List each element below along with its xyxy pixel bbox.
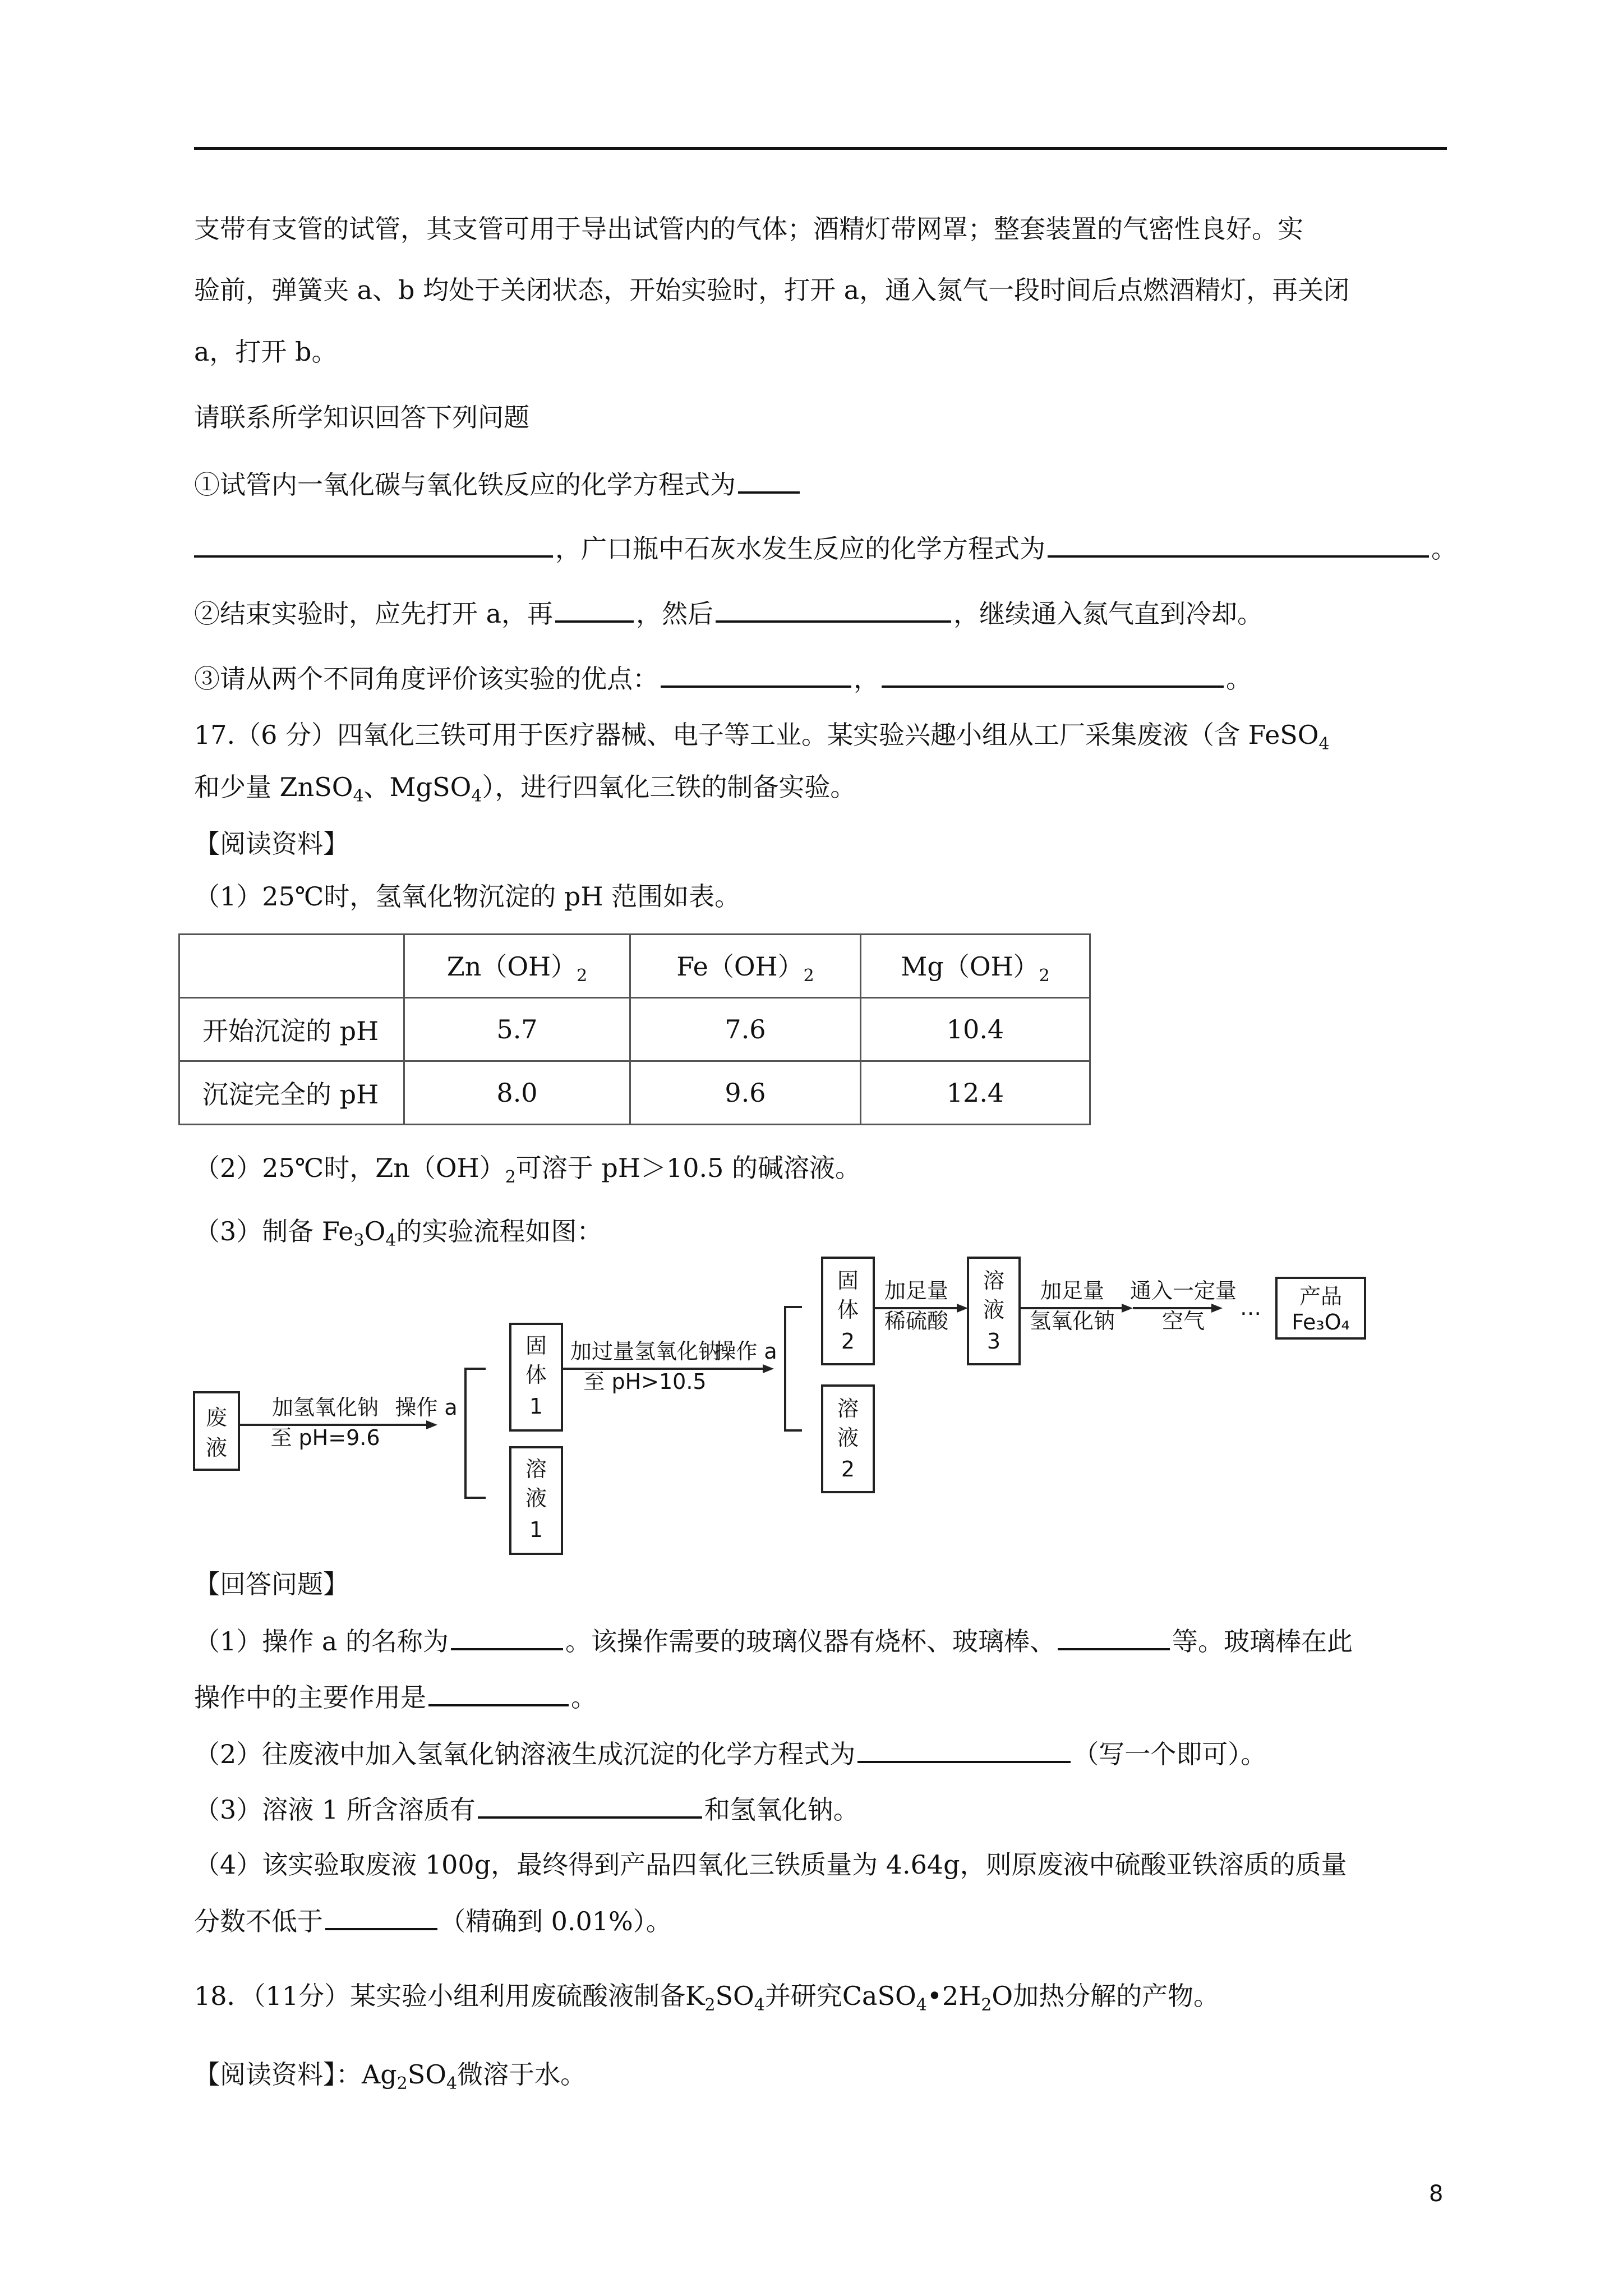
flow-label: 液 bbox=[837, 1425, 859, 1450]
question-line bbox=[194, 467, 802, 501]
flow-label: 液 bbox=[525, 1486, 547, 1511]
question-text: ，继续通入氮气直到冷却。 bbox=[953, 599, 1264, 629]
table-header-row bbox=[179, 935, 1090, 998]
question-18-intro: 18．（11分）某实验小组利用废硫酸液制备$K_2SO_4$并研究$CaSO_4•2H_2O$加热分解的产物。 bbox=[194, 1981, 1220, 2016]
question-17-intro: 17.（6 分）四氧化三铁可用于医疗器械、电子等工业。某实验兴趣小组从工厂采集废液（含 FeSO$_4$ bbox=[194, 720, 1330, 754]
table-cell: $Mg(OH)_2$ bbox=[861, 935, 1090, 998]
flow-label: 通入一定量 bbox=[1129, 1278, 1237, 1303]
arrow-head bbox=[426, 1420, 437, 1429]
arrow-head bbox=[763, 1364, 774, 1373]
flow-label: Fe₃O₄ bbox=[1292, 1310, 1350, 1335]
flow-label: 加过量氢氧化钠 bbox=[570, 1339, 720, 1364]
flow-label: 操作 a bbox=[395, 1395, 458, 1420]
question-17-intro: 和少量 ZnSO$_4$、MgSO$_4$），进行四氧化三铁的制备实验。 bbox=[194, 772, 856, 807]
answer-blank[interactable] bbox=[555, 596, 634, 623]
answer-blank[interactable] bbox=[194, 531, 553, 558]
table-cell: 10.4 bbox=[861, 998, 1090, 1061]
question-line bbox=[194, 596, 1263, 631]
answer-blank[interactable] bbox=[451, 1623, 563, 1650]
question-line: （1）操作 a 的名称为 。该操作需要的玻璃仪器有烧杯、玻璃棒、 等。玻璃棒在此 bbox=[194, 1623, 1353, 1658]
answer-blank[interactable] bbox=[325, 1903, 437, 1930]
page-number: 8 bbox=[1429, 2181, 1444, 2207]
flow-label: 废 bbox=[205, 1405, 228, 1430]
flow-label: 2 bbox=[841, 1329, 855, 1354]
flow-label: 至 pH>10.5 bbox=[583, 1369, 707, 1394]
text-line: （2）25℃时，$Zn(OH)_2$可溶于 pH＞10.5 的碱溶液。 bbox=[194, 1153, 861, 1188]
question-text: ，广口瓶中石灰水发生反应的化学方程式为 bbox=[555, 533, 1045, 564]
text-line: （1）25℃时，氢氧化物沉淀的 pH 范围如表。 bbox=[194, 881, 741, 912]
flow-label: 溶 bbox=[837, 1396, 859, 1421]
flow-label: 体 bbox=[837, 1297, 859, 1322]
text-line: 验前，弹簧夹 a、b 均处于关闭状态，开始实验时，打开 a，通入氮气一段时间后点燃酒精灯，再关闭 bbox=[194, 275, 1350, 305]
flow-label: 产品 bbox=[1299, 1284, 1343, 1309]
answer-blank[interactable] bbox=[716, 596, 951, 623]
table-cell: 5.7 bbox=[404, 998, 630, 1061]
flow-label: 体 bbox=[525, 1363, 547, 1387]
flow-label: 3 bbox=[986, 1329, 1001, 1354]
text-line: 请联系所学知识回答下列问题 bbox=[194, 402, 529, 432]
table-cell: 开始沉淀的 pH bbox=[179, 998, 404, 1061]
flow-label: 固 bbox=[837, 1268, 859, 1293]
table-cell: 沉淀完全的 pH bbox=[179, 1061, 404, 1125]
table-cell: 9.6 bbox=[630, 1061, 861, 1125]
question-text: ，然后 bbox=[636, 599, 714, 629]
table-cell bbox=[179, 935, 404, 998]
question-text: ②结束实验时，应先打开 a，再 bbox=[194, 599, 554, 629]
question-text: ③请从两个不同角度评价该实验的优点： bbox=[194, 664, 658, 694]
flow-label: 加足量 bbox=[1040, 1278, 1105, 1303]
text-line: 支带有支管的试管，其支管可用于导出试管内的气体；酒精灯带网罩；整套装置的气密性良好。实 bbox=[194, 214, 1303, 244]
process-flow-diagram bbox=[191, 1257, 1424, 1559]
header-rule bbox=[194, 147, 1447, 150]
table-row bbox=[179, 1061, 1090, 1125]
arrow-head bbox=[1211, 1304, 1223, 1313]
answer-blank[interactable] bbox=[738, 467, 800, 494]
question-line: （3）溶液 1 所含溶质有 和氢氧化钠。 bbox=[194, 1792, 859, 1826]
question-text: ①试管内一氧化碳与氧化铁反应的化学方程式为 bbox=[194, 470, 736, 500]
flow-label: 2 bbox=[841, 1457, 855, 1481]
flow-label: 稀硫酸 bbox=[884, 1309, 949, 1333]
table-row bbox=[179, 998, 1090, 1061]
question-line: 操作中的主要作用是 。 bbox=[194, 1680, 597, 1714]
ph-table bbox=[178, 933, 1091, 1125]
flow-label: … bbox=[1240, 1295, 1261, 1320]
flow-label: 1 bbox=[529, 1517, 543, 1542]
flow-label: 固 bbox=[525, 1333, 547, 1358]
section-heading: 【回答问题】 bbox=[194, 1569, 349, 1599]
flow-label: 溶 bbox=[525, 1457, 547, 1481]
answer-blank[interactable] bbox=[882, 661, 1224, 688]
question-text: ， bbox=[854, 664, 879, 694]
answer-blank[interactable] bbox=[857, 1736, 1071, 1763]
question-line bbox=[194, 531, 1457, 565]
section-heading: 【阅读资料】 bbox=[194, 829, 349, 859]
flow-label: 空气 bbox=[1161, 1309, 1205, 1333]
table-cell: 8.0 bbox=[404, 1061, 630, 1125]
answer-blank[interactable] bbox=[478, 1792, 702, 1819]
flow-label: 氢氧化钠 bbox=[1029, 1309, 1115, 1333]
arrow-head bbox=[957, 1304, 968, 1313]
flow-label: 加氢氧化钠 bbox=[271, 1395, 379, 1420]
table-cell: $Fe(OH)_2$ bbox=[630, 935, 861, 998]
flow-label: 至 pH=9.6 bbox=[270, 1425, 380, 1450]
flow-label: 1 bbox=[529, 1394, 543, 1419]
table-cell: 12.4 bbox=[861, 1061, 1090, 1125]
flow-label: 加足量 bbox=[884, 1278, 949, 1303]
flow-label: 溶 bbox=[983, 1268, 1005, 1293]
flow-label: 液 bbox=[983, 1297, 1005, 1322]
reading-material: 【阅读资料】：$Ag_2SO_4$微溶于水。 bbox=[194, 2059, 587, 2094]
answer-blank[interactable] bbox=[661, 661, 851, 688]
arrow-head bbox=[1122, 1304, 1133, 1313]
question-text: 。 bbox=[1431, 533, 1457, 564]
table-cell: $Zn(OH)_2$ bbox=[404, 935, 630, 998]
question-line bbox=[194, 661, 1252, 696]
question-line: （4）该实验取废液 100g，最终得到产品四氧化三铁质量为 4.64g，则原废液中硫酸亚铁溶质的质量 bbox=[194, 1849, 1347, 1880]
answer-blank[interactable] bbox=[1048, 531, 1429, 558]
flow-label: 液 bbox=[205, 1435, 228, 1460]
text-line: （3）制备 $Fe_3O_4$的实验流程如图： bbox=[194, 1216, 603, 1251]
text-line: a，打开 b。 bbox=[194, 337, 338, 367]
flow-label: 操作 a bbox=[714, 1339, 777, 1364]
question-text: 。 bbox=[1226, 664, 1252, 694]
answer-blank[interactable] bbox=[428, 1680, 569, 1706]
answer-blank[interactable] bbox=[1058, 1623, 1170, 1650]
table-cell: 7.6 bbox=[630, 998, 861, 1061]
question-line: （2）往废液中加入氢氧化钠溶液生成沉淀的化学方程式为 （写一个即可）。 bbox=[194, 1736, 1266, 1771]
question-line: 分数不低于 （精确到 0.01%）。 bbox=[194, 1903, 672, 1938]
